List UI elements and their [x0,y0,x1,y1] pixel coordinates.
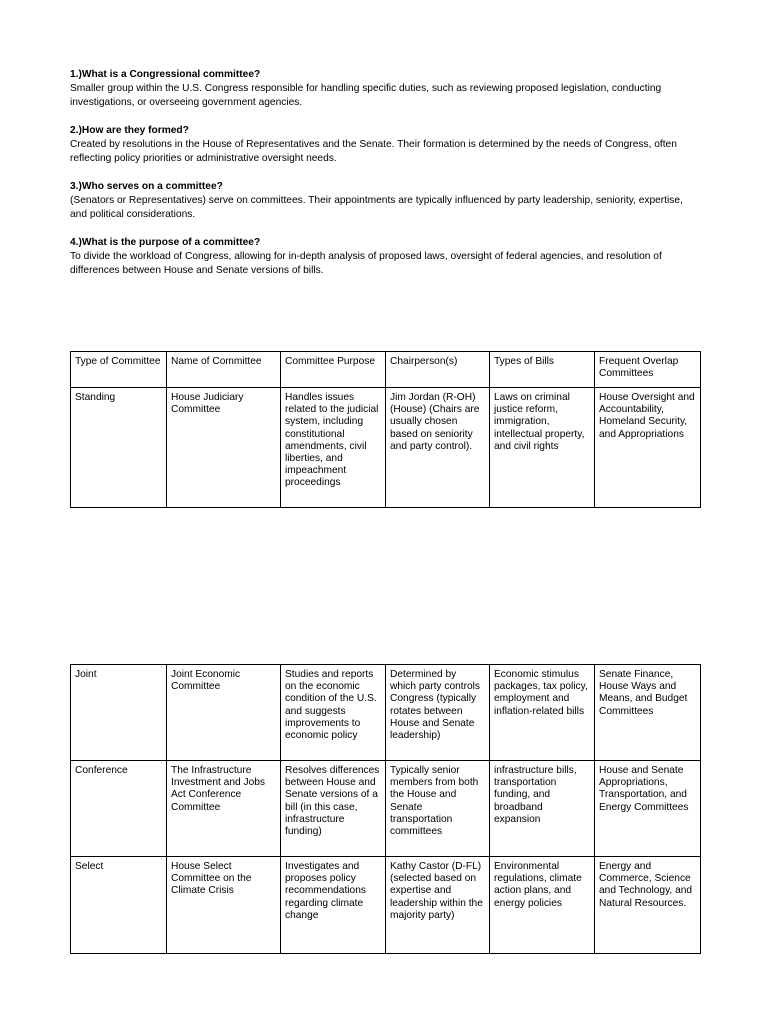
header-cell: Name of Committee [167,352,281,388]
table-cell: Energy and Commerce, Science and Technology, and Natural Resources. [595,857,701,954]
qa-block-1 [70,68,700,110]
qa-block-3 [70,180,700,222]
table-cell: House and Senate Appropriations, Transportation, and Energy Committees [595,761,701,857]
question-heading: 1.)What is a Congressional committee? [70,69,261,80]
table-cell: Kathy Castor (D-FL) (selected based on expertise and leadership within the majority party) [386,857,490,954]
qa-block-4 [70,236,700,278]
qa-block-2 [70,124,700,166]
table-cell: Select [71,857,167,954]
table-cell: House Judiciary Committee [167,388,281,508]
committee-table-2 [70,664,701,954]
table-cell: House Oversight and Accountability, Homeland Security, and Appropriations [595,388,701,508]
question-heading: 2.)How are they formed? [70,125,189,136]
table-row [71,761,701,857]
header-cell: Committee Purpose [281,352,386,388]
header-cell: Type of Committee [71,352,167,388]
table-cell: Joint Economic Committee [167,665,281,761]
table-row [71,665,701,761]
table-cell: Handles issues related to the judicial system, including constitutional amendments, civil liberties, and impeachment proceedings [281,388,386,508]
table-cell: Studies and reports on the economic condition of the U.S. and suggests improvements to economic policy [281,665,386,761]
table-cell: Standing [71,388,167,508]
table-cell: Determined by which party controls Congress (typically rotates between House and Senate leadership) [386,665,490,761]
header-cell: Chairperson(s) [386,352,490,388]
table-cell: Laws on criminal justice reform, immigration, intellectual property, and civil rights [490,388,595,508]
table-cell: Economic stimulus packages, tax policy, employment and inflation-related bills [490,665,595,761]
table-cell: Senate Finance, House Ways and Means, and Budget Committees [595,665,701,761]
table-row [71,388,701,508]
table-cell: The Infrastructure Investment and Jobs Act Conference Committee [167,761,281,857]
answer-text: To divide the workload of Congress, allowing for in-depth analysis of proposed laws, oversight of federal agencies, and resolution of differences between House and Senate versions of bills. [70,251,662,276]
answer-text: Smaller group within the U.S. Congress responsible for handling specific duties, such as reviewing proposed legislation, conducting investigations, or overseeing government agencies. [70,83,662,108]
table-cell: Investigates and proposes policy recommendations regarding climate change [281,857,386,954]
header-cell: Types of Bills [490,352,595,388]
answer-text: (Senators or Representatives) serve on committees. Their appointments are typically influenced by party leadership, seniority, expertise, and political considerations. [70,195,683,220]
header-cell: Frequent Overlap Committees [595,352,701,388]
table-cell: House Select Committee on the Climate Crisis [167,857,281,954]
answer-text: Created by resolutions in the House of Representatives and the Senate. Their formation is determined by the needs of Congress, often reflecting policy priorities or administrative oversight needs. [70,139,677,164]
question-heading: 4.)What is the purpose of a committee? [70,237,261,248]
table-cell: Conference [71,761,167,857]
table-cell: Joint [71,665,167,761]
table-cell: Resolves differences between House and Senate versions of a bill (in this case, infrastructure funding) [281,761,386,857]
table-header-row [71,352,701,388]
table-cell: Typically senior members from both the House and Senate transportation committees [386,761,490,857]
question-heading: 3.)Who serves on a committee? [70,181,223,192]
table-cell: Environmental regulations, climate action plans, and energy policies [490,857,595,954]
table-cell: Jim Jordan (R-OH) (House) (Chairs are usually chosen based on seniority and party control). [386,388,490,508]
table-cell: infrastructure bills, transportation funding, and broadband expansion [490,761,595,857]
table-row [71,857,701,954]
committee-table-1 [70,351,701,508]
